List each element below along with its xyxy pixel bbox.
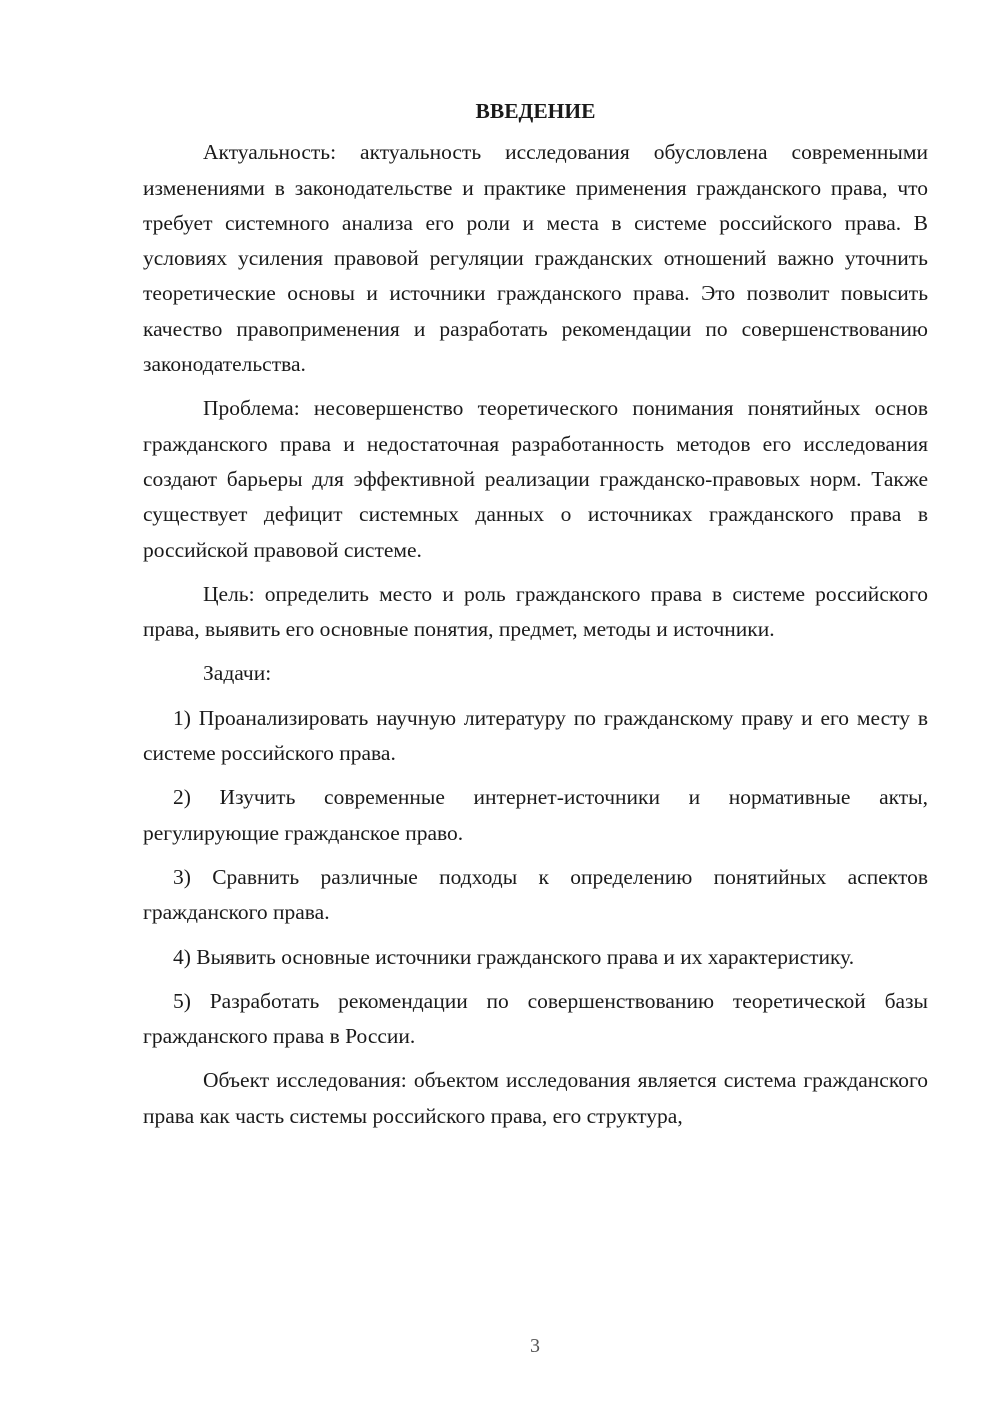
task-item-2: 2) Изучить современные интернет-источники и нормативные акты, регулирующие гражданское право. xyxy=(143,785,928,845)
task-item-4: 4) Выявить основные источники гражданского права и их характеристику. xyxy=(173,944,855,969)
task-item-3: 3) Сравнить различные подходы к определению понятийных аспектов гражданского права. xyxy=(143,864,928,925)
paragraph-object: Объект исследования: объектом исследования является система гражданского права как часть системы российского права, его структура, xyxy=(143,1068,928,1128)
paragraph-relevance: Актуальность: актуальность исследования обусловлена современными изменениями в законодательстве и практике применения гражданского права, что требует системного анализа его роли и места в системе российского права. В условиях усиления правовой регуляции гражданских отношений важно уточнить теоретические основы и источники гражданского права. Это позволит повысить качество правоприменения и разработать рекомендации по совершенствованию законодательства. xyxy=(143,140,928,377)
tasks-heading: Задачи: xyxy=(203,661,272,686)
page-content xyxy=(143,94,928,1134)
paragraph-goal: Цель: определить место и роль гражданского права в системе российского права, выявить его основные понятия, предмет, методы и источники. xyxy=(143,581,928,642)
page-number: 3 xyxy=(530,1335,540,1357)
task-item-5: 5) Разработать рекомендации по совершенствованию теоретической базы гражданского права в России. xyxy=(143,988,928,1049)
section-title: ВВЕДЕНИЕ xyxy=(475,99,596,123)
paragraph-problem: Проблема: несовершенство теоретического понимания понятийных основ гражданского права и недостаточная разработанность методов его исследования создают барьеры для эффективной реализации гражданско-правовых норм. Также существует дефицит системных данных о источниках гражданского права в российской правовой системе. xyxy=(143,396,928,562)
task-item-1: 1) Проанализировать научную литературу по гражданскому праву и его месту в системе российского права. xyxy=(143,705,928,766)
